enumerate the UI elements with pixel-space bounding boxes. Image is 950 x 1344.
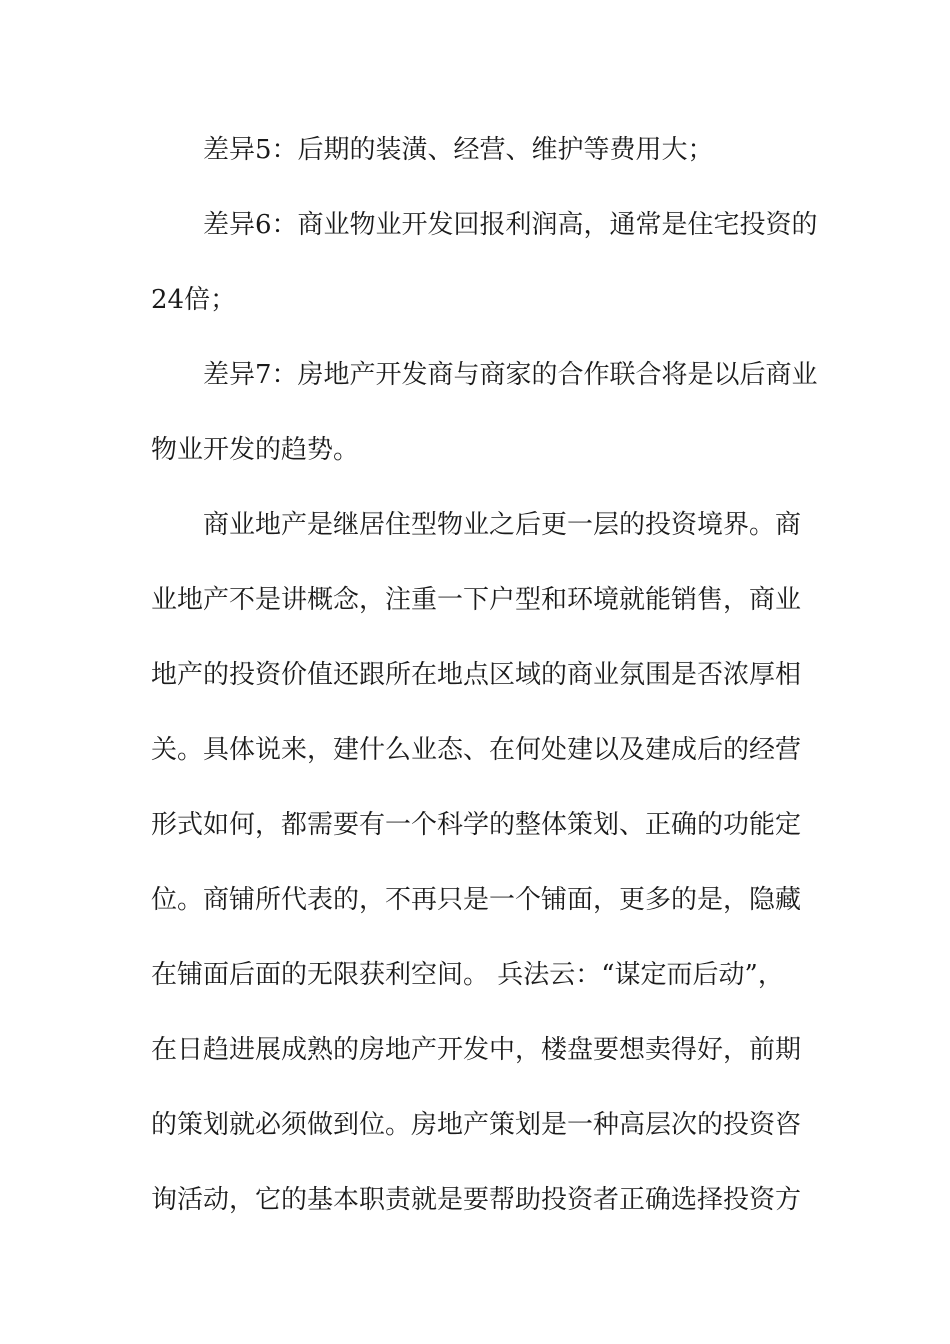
text-line-paragraph: 在铺面后面的无限获利空间。 兵法云：“谋定而后动”， [151,960,784,990]
text-line-paragraph: 位。商铺所代表的，不再只是一个铺面，更多的是，隐藏 [151,885,802,915]
text-line-paragraph: 关。具体说来，建什么业态、在何处建以及建成后的经营 [151,735,802,765]
text-line-paragraph: 业地产不是讲概念，注重一下户型和环境就能销售，商业 [151,585,802,615]
text-line-continuation: 物业开发的趋势。 [151,435,360,465]
text-line-continuation: 24倍； [151,285,237,315]
text-line-difference-7: 差异7：房地产开发商与商家的合作联合将是以后商业 [203,360,818,390]
text-line-paragraph-start: 商业地产是继居住型物业之后更一层的投资境界。商 [203,510,802,540]
text-line-difference-5: 差异5：后期的装潢、经营、维护等费用大； [203,135,714,165]
text-line-paragraph: 询活动，它的基本职责就是要帮助投资者正确选择投资方 [151,1185,802,1215]
text-line-paragraph: 地产的投资价值还跟所在地点区域的商业氛围是否浓厚相 [151,660,802,690]
text-line-paragraph: 的策划就必须做到位。房地产策划是一种高层次的投资咨 [151,1110,802,1140]
text-line-paragraph: 在日趋进展成熟的房地产开发中，楼盘要想卖得好，前期 [151,1035,802,1065]
text-line-paragraph: 形式如何，都需要有一个科学的整体策划、正确的功能定 [151,810,802,840]
text-line-difference-6: 差异6：商业物业开发回报利润高，通常是住宅投资的 [203,210,818,240]
